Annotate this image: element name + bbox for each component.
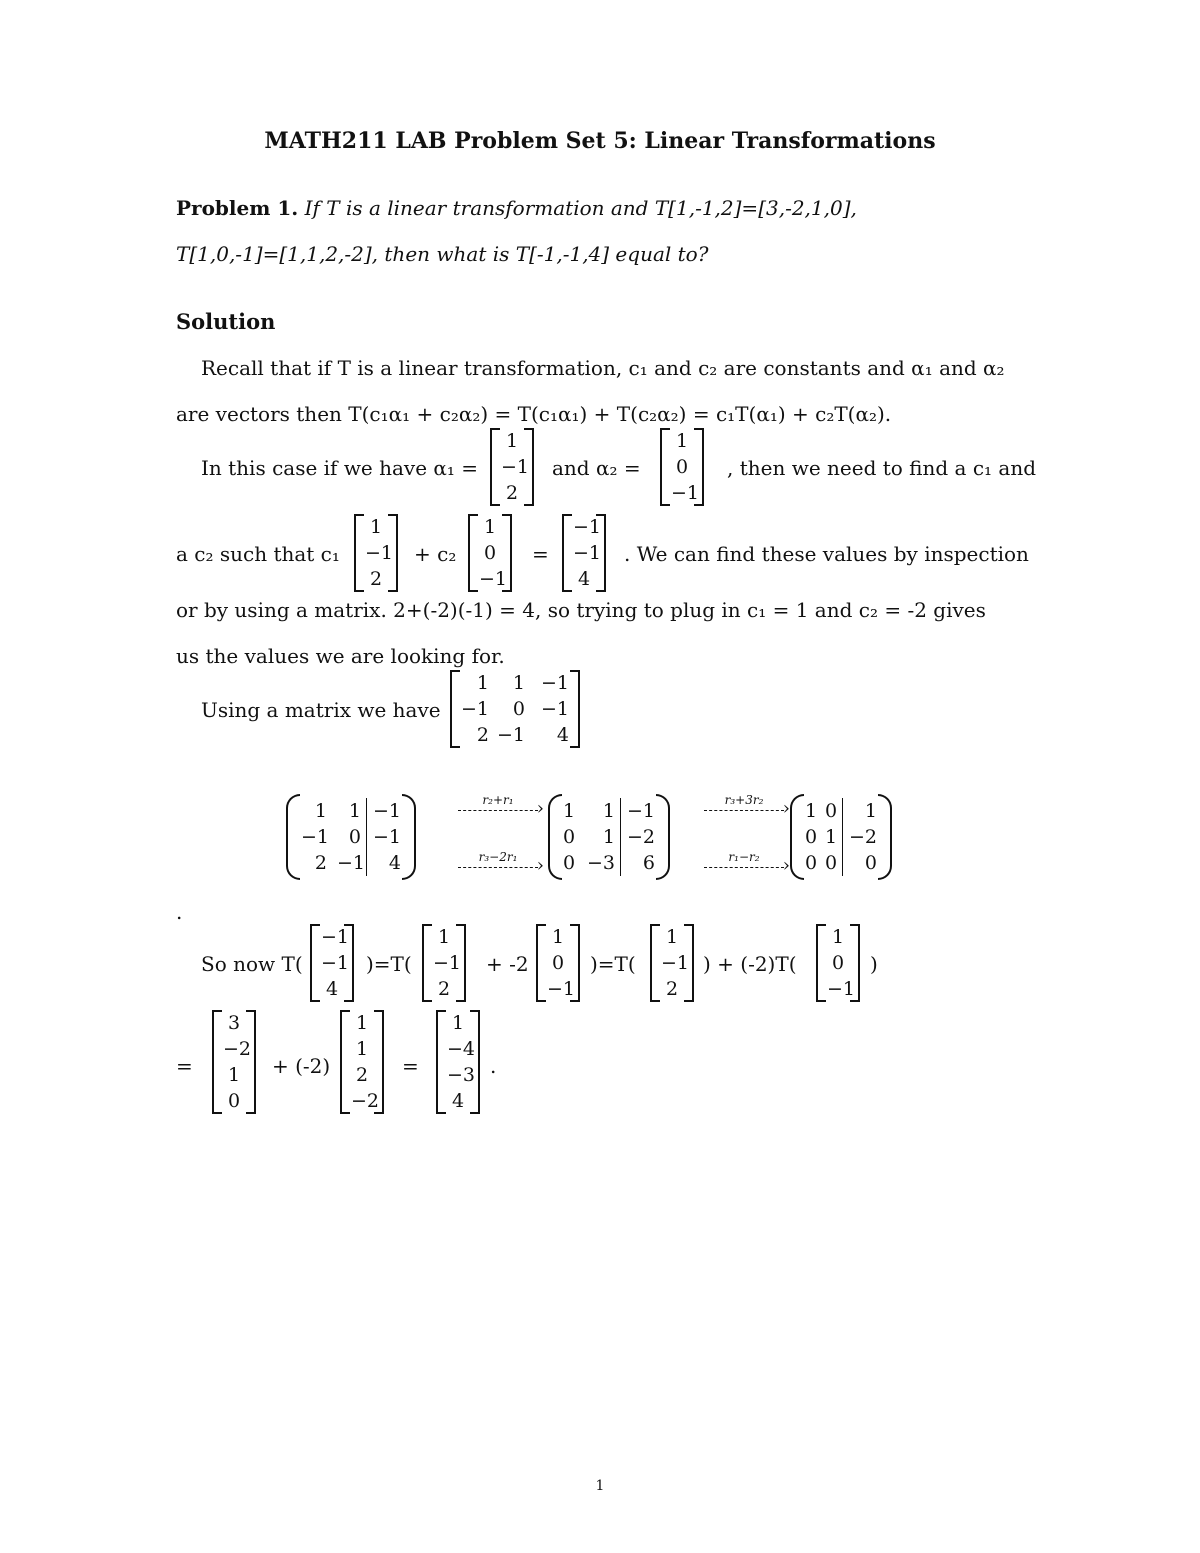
matrix-entry: −2 <box>620 824 660 850</box>
equation-conclusion: . We can find these values by inspection <box>624 542 1029 566</box>
row-op-2-bottom <box>704 850 784 868</box>
matrix-entry: 0 <box>563 826 576 848</box>
matrix-entry: 1 <box>505 430 519 452</box>
matrix-entry: 0 <box>512 698 525 720</box>
alpha2-vector <box>660 428 704 506</box>
matrix-entry: −2 <box>842 824 882 850</box>
final2-vector-1 <box>212 1010 256 1114</box>
matrix-entry: −1 <box>540 672 569 694</box>
equation-equals: = <box>532 542 549 566</box>
matrix-entry: −1 <box>366 824 406 850</box>
final-close-paren: ) <box>870 952 878 976</box>
final2-plus: + (-2) <box>272 1054 331 1078</box>
matrix-entry: 2 <box>369 568 383 590</box>
matrix-entry: −4 <box>447 1038 476 1060</box>
matrix-entry: 1 <box>227 1064 241 1086</box>
matrix-entry: −2 <box>351 1090 380 1112</box>
solution-heading: Solution <box>176 309 276 334</box>
matrix-entry: 1 <box>665 926 679 948</box>
matrix-entry: −1 <box>366 798 406 824</box>
matrix-entry: 0 <box>551 952 565 974</box>
row-op-1-top <box>458 793 538 811</box>
matrix-entry: 0 <box>675 456 689 478</box>
matrix-entry: 1 <box>314 800 327 822</box>
problem-text-2: T[1,0,-1]=[1,1,2,-2], then what is T[-1,-1,4] equal to? <box>176 242 709 266</box>
matrix-entry: 0 <box>483 542 497 564</box>
matrix-entry: 0 <box>825 852 838 874</box>
matrix-entry: −1 <box>573 516 602 538</box>
row-op-1-bottom-label: r₃−2r₁ <box>478 850 518 864</box>
matrix-entry: 0 <box>842 850 882 876</box>
page-number: 1 <box>595 1478 605 1494</box>
matrix-entry: −1 <box>661 952 690 974</box>
matrix-entry: 0 <box>563 852 576 874</box>
matrix-entry: 1 <box>512 672 525 694</box>
matrix-entry: −1 <box>321 926 350 948</box>
matrix-entry: 0 <box>227 1090 241 1112</box>
matrix-entry: 0 <box>831 952 845 974</box>
problem-label: Problem 1. <box>176 196 299 220</box>
matrix-entry: −3 <box>447 1064 476 1086</box>
alpha2-intro: and α₂ = <box>552 456 641 480</box>
matrix-entry: 1 <box>805 800 818 822</box>
row-op-1-bottom <box>458 850 538 868</box>
matrix-entry: −1 <box>547 978 576 1000</box>
equation-plus: + c₂ <box>414 542 457 566</box>
matrix-entry: 0 <box>805 826 818 848</box>
final-alpha2-vector-2 <box>816 924 860 1002</box>
matrix-entry: 1 <box>476 672 489 694</box>
alpha-conclusion: , then we need to find a c₁ and <box>727 456 1037 480</box>
equation-vector-1 <box>354 514 398 592</box>
problem-line-1 <box>176 196 857 220</box>
final2-result-vector <box>436 1010 480 1114</box>
matrix-entry: 1 <box>348 800 361 822</box>
final-alpha1-vector <box>422 924 466 1002</box>
final2-vector-2 <box>340 1010 384 1114</box>
row-op-2-bottom-label: r₁−r₂ <box>728 850 760 864</box>
final-plus: + -2 <box>486 952 529 976</box>
matrix-entry: 1 <box>551 926 565 948</box>
final-mid: ) + (-2)T( <box>703 952 797 976</box>
final2-equals: = <box>176 1054 193 1078</box>
final2-eq: = <box>402 1054 419 1078</box>
alpha1-vector <box>490 428 534 506</box>
matrix-entry: 1 <box>369 516 383 538</box>
final-target-vector <box>310 924 354 1002</box>
matrix-entry: 4 <box>556 724 569 746</box>
matrix-entry: −1 <box>620 798 660 824</box>
matrix-entry: 4 <box>325 978 339 1000</box>
matrix-entry: 1 <box>563 800 576 822</box>
matrix-entry: −1 <box>573 542 602 564</box>
matrix-entry: −1 <box>461 698 490 720</box>
matrix-entry: 2 <box>505 482 519 504</box>
matrix-entry: 1 <box>602 826 615 848</box>
matrix-entry: 2 <box>355 1064 369 1086</box>
matrix-entry: 1 <box>451 1012 465 1034</box>
matrix-entry: 1 <box>483 516 497 538</box>
matrix-entry: 4 <box>366 850 406 876</box>
matrix-entry: 6 <box>620 850 660 876</box>
matrix-entry: 1 <box>355 1012 369 1034</box>
matrix-entry: −1 <box>301 826 330 848</box>
matrix-entry: −1 <box>321 952 350 974</box>
matrix-entry: 1 <box>355 1038 369 1060</box>
matrix-entry: 1 <box>602 800 615 822</box>
matrix-entry: −2 <box>223 1038 252 1060</box>
matrix-entry: 1 <box>842 798 882 824</box>
matrix-entry: −1 <box>671 482 700 504</box>
paragraph-1-line-1: Recall that if T is a linear transformation, c₁ and c₂ are constants and α₁ and α₂ <box>201 356 1005 380</box>
matrix-entry: 3 <box>227 1012 241 1034</box>
matrix-entry: 2 <box>437 978 451 1000</box>
paragraph-4-line-2: us the values we are looking for. <box>176 644 505 668</box>
matrix-entry: −1 <box>365 542 394 564</box>
problem-text-1: If T is a linear transformation and T[1,-1,2]=[3,-2,1,0], <box>304 196 857 220</box>
matrix-entry: −1 <box>433 952 462 974</box>
matrix-entry: 0 <box>805 852 818 874</box>
augmented-matrix <box>450 670 580 748</box>
final-intro: So now T( <box>201 952 303 976</box>
final-alpha1-vector-2 <box>650 924 694 1002</box>
matrix-entry: 1 <box>675 430 689 452</box>
equation-target-vector <box>562 514 606 592</box>
matrix-entry: 2 <box>476 724 489 746</box>
matrix-entry: 2 <box>314 852 327 874</box>
paragraph-4-line-1: or by using a matrix. 2+(-2)(-1) = 4, so trying to plug in c₁ = 1 and c₂ = -2 gives <box>176 598 986 622</box>
reduction-matrix-1 <box>286 798 416 876</box>
final2-period: . <box>490 1054 497 1078</box>
row-op-2-top-label: r₃+3r₂ <box>724 793 764 807</box>
matrix-entry: −1 <box>827 978 856 1000</box>
alpha-intro: In this case if we have α₁ = <box>201 456 479 480</box>
equation-intro: a c₂ such that c₁ <box>176 542 340 566</box>
matrix-entry: −1 <box>497 724 526 746</box>
matrix-entry: 1 <box>437 926 451 948</box>
matrix-entry: 0 <box>825 800 838 822</box>
final-eq-1: )=T( <box>366 952 412 976</box>
matrix-entry: −1 <box>501 456 530 478</box>
matrix-entry: 4 <box>451 1090 465 1112</box>
matrix-entry: 1 <box>831 926 845 948</box>
matrix-intro: Using a matrix we have <box>201 698 441 722</box>
equation-vector-2 <box>468 514 512 592</box>
matrix-entry: −1 <box>540 698 569 720</box>
matrix-entry: −3 <box>586 852 615 874</box>
reduction-matrix-2 <box>548 798 670 876</box>
paragraph-1-line-2: are vectors then T(c₁α₁ + c₂α₂) = T(c₁α₁) + T(c₂α₂) = c₁T(α₁) + c₂T(α₂). <box>176 402 892 426</box>
row-op-2-top <box>704 793 784 811</box>
final-eq-2: )=T( <box>590 952 636 976</box>
matrix-entry: −1 <box>337 852 366 874</box>
page-title: MATH211 LAB Problem Set 5: Linear Transformations <box>264 128 936 154</box>
final-alpha2-vector <box>536 924 580 1002</box>
matrix-entry: 1 <box>825 826 838 848</box>
matrix-entry: 0 <box>348 826 361 848</box>
matrix-entry: 4 <box>577 568 591 590</box>
matrix-entry: 2 <box>665 978 679 1000</box>
reduction-matrix-3 <box>790 798 892 876</box>
matrix-entry: −1 <box>479 568 508 590</box>
row-op-1-top-label: r₂+r₁ <box>482 793 514 807</box>
stray-dot: . <box>176 900 183 924</box>
